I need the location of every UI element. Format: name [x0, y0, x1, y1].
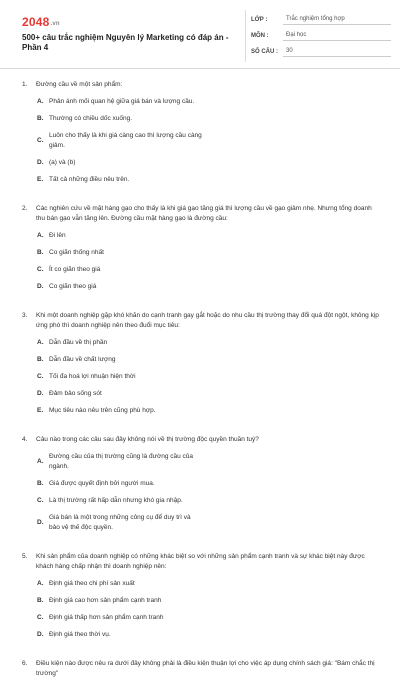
option-text: Phản ánh mối quan hệ giữa giá bán và lượng cầu.	[49, 98, 195, 105]
answer-option[interactable]	[37, 452, 209, 472]
option-letter: A.	[37, 98, 44, 105]
option-text: Đi lên	[49, 232, 66, 239]
option-text: Đảm bảo sống sót	[49, 390, 102, 397]
option-letter: E.	[37, 407, 44, 414]
site-logo[interactable]	[22, 15, 60, 29]
question-item	[22, 80, 380, 192]
option-letter: B.	[37, 356, 44, 363]
answer-option[interactable]	[37, 231, 209, 241]
answer-option[interactable]	[37, 613, 209, 623]
meta-label: SỐ CÂU :	[251, 49, 278, 55]
option-text: Giá bán là một trong những công cụ để duy trì và bảo vệ thế độc quyền.	[49, 514, 191, 531]
answer-option[interactable]	[37, 389, 209, 399]
question-item	[22, 311, 380, 423]
question-item	[22, 659, 380, 679]
question-text: Điều kiện nào được nêu ra dưới đây không phải là điều kiện thuận lợi cho việc áp dụng chính sách giá: "Bám chắc thị trường"	[36, 660, 375, 677]
option-letter: C.	[37, 373, 44, 380]
option-text: Định giá theo chi phí sản xuất	[49, 580, 135, 587]
option-text: Đường cầu của thị trường cũng là đường cầu của ngành.	[49, 453, 194, 470]
meta-row-class	[251, 12, 391, 28]
answer-option[interactable]	[37, 496, 209, 506]
option-letter: D.	[37, 519, 44, 526]
answer-option[interactable]	[37, 406, 380, 416]
option-text: Mục tiêu nào nêu trên cũng phù hợp.	[49, 407, 156, 414]
meta-value: Trắc nghiệm tổng hợp	[283, 15, 391, 25]
meta-row-count	[251, 44, 391, 60]
answer-option[interactable]	[37, 596, 209, 606]
header-divider	[245, 10, 246, 62]
answer-options	[22, 97, 380, 192]
meta-label: LỚP :	[251, 17, 268, 23]
question-text: Câu nào trong các câu sau đây không nói về thị trường độc quyền thuần tuý?	[36, 436, 259, 443]
option-letter: D.	[37, 631, 44, 638]
question-stem	[22, 204, 380, 224]
question-number: 2.	[22, 205, 28, 212]
logo-suffix: .vn	[50, 21, 60, 27]
option-letter: E.	[37, 176, 44, 183]
answer-option[interactable]	[37, 338, 209, 348]
question-stem	[22, 659, 380, 679]
question-item	[22, 435, 380, 540]
answer-option[interactable]	[37, 579, 209, 589]
question-number: 6.	[22, 660, 28, 667]
answer-option[interactable]	[37, 131, 209, 151]
answer-option[interactable]	[37, 175, 380, 185]
question-item	[22, 204, 380, 299]
question-number: 4.	[22, 436, 28, 443]
question-text: Khi một doanh nghiệp gặp khó khăn do cạnh tranh gay gắt hoặc do nhu cầu thị trường thay đổi quá đột ngột, không kịp ứng phó thì doanh nghiệp nên theo đuổi mục tiêu:	[36, 312, 379, 329]
answer-option[interactable]	[37, 355, 209, 365]
document-header	[0, 0, 400, 69]
answer-option[interactable]	[37, 630, 209, 640]
answer-option[interactable]	[37, 248, 209, 258]
option-letter: B.	[37, 480, 44, 487]
option-text: Ít co giãn theo giá	[49, 266, 101, 273]
question-number: 1.	[22, 81, 28, 88]
document-title: 500+ câu trắc nghiệm Nguyên lý Marketing có đáp án - Phần 4	[22, 33, 229, 52]
question-number: 5.	[22, 553, 28, 560]
answer-options	[22, 338, 380, 423]
answer-options	[22, 231, 380, 299]
question-stem	[22, 80, 380, 90]
answer-option[interactable]	[37, 265, 209, 275]
question-list	[22, 80, 380, 691]
answer-option[interactable]	[37, 479, 209, 489]
option-letter: C.	[37, 137, 44, 144]
option-text: Co giãn thống nhất	[49, 249, 104, 256]
answer-option[interactable]	[37, 158, 209, 168]
option-letter: A.	[37, 232, 44, 239]
option-letter: D.	[37, 390, 44, 397]
option-letter: C.	[37, 614, 44, 621]
option-letter: C.	[37, 266, 44, 273]
option-letter: B.	[37, 597, 44, 604]
answer-option[interactable]	[37, 97, 209, 107]
question-item	[22, 552, 380, 647]
logo-text: 2048	[22, 15, 50, 29]
option-text: Định giá thấp hơn sản phẩm cạnh tranh	[49, 614, 164, 621]
question-text: Khi sản phẩm của doanh nghiệp có những khác biệt so với những sản phẩm cạnh tranh và sự khác biệt này được khách hàng chấp nhận thì doanh nghiệp nên:	[36, 553, 365, 570]
option-letter: A.	[37, 339, 44, 346]
option-letter: D.	[37, 159, 44, 166]
option-letter: D.	[37, 283, 44, 290]
option-letter: B.	[37, 249, 44, 256]
option-text: Luôn cho thấy là khi giá càng cao thì lượng cầu càng giảm.	[49, 132, 202, 149]
option-letter: B.	[37, 115, 44, 122]
option-text: Co giãn theo giá	[49, 283, 97, 290]
meta-label: MÔN :	[251, 33, 269, 39]
option-text: Là thị trường rất hấp dẫn nhưng khó gia nhập.	[49, 497, 183, 504]
answer-option[interactable]	[37, 282, 209, 292]
question-number: 3.	[22, 312, 28, 319]
answer-option[interactable]	[37, 513, 209, 533]
meta-value: Đại học	[283, 31, 391, 41]
option-text: Thường có chiều dốc xuống.	[49, 115, 133, 122]
answer-options	[22, 452, 380, 540]
option-text: Tất cả những điều nêu trên.	[49, 176, 130, 183]
option-text: Định giá theo thời vụ.	[49, 631, 111, 638]
meta-value: 30	[283, 47, 391, 57]
option-text: Tối đa hoá lợi nhuận hiện thời	[49, 373, 136, 380]
option-letter: C.	[37, 497, 44, 504]
option-text: Định giá cao hơn sản phẩm cạnh tranh	[49, 597, 162, 604]
option-text: (a) và (b)	[49, 159, 76, 166]
option-text: Dẫn đầu về thị phần	[49, 339, 108, 346]
option-letter: A.	[37, 580, 44, 587]
question-text: Đường cầu về một sản phẩm:	[36, 81, 123, 88]
question-stem	[22, 311, 380, 331]
question-text: Các nghiên cứu về mặt hàng gạo cho thấy là khi giá gạo tăng giá thì lượng cầu về gạo giảm nhẹ. Nhưng tổng doanh thu bán gạo vẫn tăng lên. Đường cầu mặt hàng gạo là đường cầu:	[36, 205, 372, 222]
question-stem	[22, 552, 380, 572]
answer-options	[22, 579, 380, 647]
meta-row-subject	[251, 28, 391, 44]
answer-option[interactable]	[37, 372, 209, 382]
answer-option[interactable]	[37, 114, 209, 124]
document-meta	[251, 12, 391, 60]
question-stem	[22, 435, 380, 445]
option-text: Dẫn đầu về chất lượng	[49, 356, 116, 363]
option-letter: A.	[37, 458, 44, 465]
option-text: Giá được quyết định bởi người mua.	[49, 480, 155, 487]
